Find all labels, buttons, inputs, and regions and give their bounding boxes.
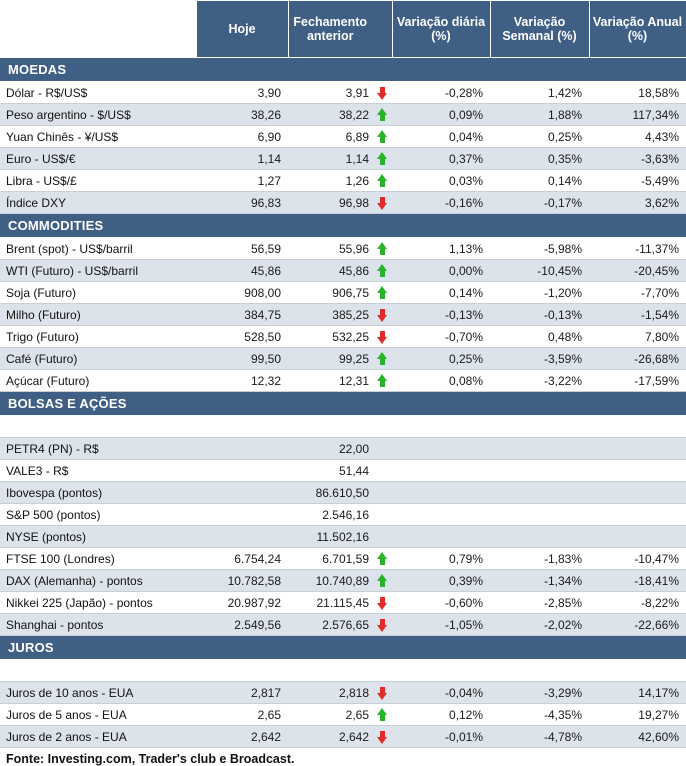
cell-variacao-semanal (490, 460, 589, 482)
cell-variacao-diaria: -0,01% (392, 726, 490, 748)
cell-variacao-anual: 4,43% (589, 126, 686, 148)
table-row (0, 348, 686, 370)
cell-fechamento-anterior: 1,26 (288, 170, 372, 192)
cell-fechamento-anterior: 2,65 (288, 704, 372, 726)
cell-fechamento-anterior: 55,96 (288, 238, 372, 260)
cell-hoje: 20.987,92 (196, 592, 288, 614)
cell-hoje (196, 482, 288, 504)
arrow-none (372, 504, 392, 526)
cell-variacao-anual: 3,62% (589, 192, 686, 214)
table-row (0, 526, 686, 548)
table-row (0, 614, 686, 636)
table-row (0, 704, 686, 726)
header-hoje: Hoje (196, 1, 288, 58)
table-row (0, 282, 686, 304)
arrow-up-icon (372, 704, 392, 726)
table-row (0, 126, 686, 148)
cell-variacao-diaria: 0,09% (392, 104, 490, 126)
arrow-none (372, 460, 392, 482)
cell-variacao-anual: 14,17% (589, 682, 686, 704)
table-row (0, 570, 686, 592)
cell-variacao-semanal: -1,34% (490, 570, 589, 592)
cell-hoje (196, 504, 288, 526)
cell-fechamento-anterior (288, 416, 372, 438)
cell-variacao-semanal: -3,22% (490, 370, 589, 392)
table-row (0, 726, 686, 748)
table-row (0, 104, 686, 126)
cell-variacao-semanal: -5,98% (490, 238, 589, 260)
cell-variacao-anual (589, 504, 686, 526)
table-row (0, 682, 686, 704)
cell-fechamento-anterior (288, 660, 372, 682)
row-label: Ibovespa (pontos) (0, 482, 196, 504)
table-row (0, 416, 686, 438)
cell-hoje: 1,14 (196, 148, 288, 170)
cell-variacao-semanal: -1,20% (490, 282, 589, 304)
table-row (0, 260, 686, 282)
header-arrow-spacer (372, 1, 392, 58)
row-label: Euro - US$/€ (0, 148, 196, 170)
cell-variacao-anual: -5,49% (589, 170, 686, 192)
row-label: VALE3 - R$ (0, 460, 196, 482)
cell-hoje: 1,27 (196, 170, 288, 192)
cell-fechamento-anterior: 906,75 (288, 282, 372, 304)
arrow-up-icon (372, 570, 392, 592)
cell-fechamento-anterior: 86.610,50 (288, 482, 372, 504)
cell-variacao-anual: -20,45% (589, 260, 686, 282)
table-row (0, 438, 686, 460)
cell-variacao-diaria: 0,00% (392, 260, 490, 282)
cell-variacao-diaria: -0,60% (392, 592, 490, 614)
cell-variacao-anual (589, 416, 686, 438)
row-label: WTI (Futuro) - US$/barril (0, 260, 196, 282)
arrow-none (372, 416, 392, 438)
cell-fechamento-anterior: 51,44 (288, 460, 372, 482)
table-row (0, 148, 686, 170)
arrow-up-icon (372, 548, 392, 570)
cell-variacao-semanal: 0,35% (490, 148, 589, 170)
cell-fechamento-anterior: 1,14 (288, 148, 372, 170)
cell-variacao-diaria (392, 460, 490, 482)
cell-hoje: 12,32 (196, 370, 288, 392)
arrow-down-icon (372, 304, 392, 326)
cell-variacao-diaria: -1,05% (392, 614, 490, 636)
cell-variacao-anual: -18,41% (589, 570, 686, 592)
arrow-none (372, 482, 392, 504)
section-title: BOLSAS E AÇÕES (0, 392, 686, 416)
arrow-down-icon (372, 592, 392, 614)
cell-variacao-anual (589, 660, 686, 682)
arrow-up-icon (372, 170, 392, 192)
row-label: Índice DXY (0, 192, 196, 214)
cell-variacao-diaria: 0,37% (392, 148, 490, 170)
cell-variacao-diaria: 0,14% (392, 282, 490, 304)
source-note: Fonte: Investing.com, Trader's club e Broadcast. (0, 748, 686, 766)
cell-variacao-anual: -22,66% (589, 614, 686, 636)
cell-variacao-anual (589, 526, 686, 548)
cell-hoje (196, 438, 288, 460)
cell-hoje: 908,00 (196, 282, 288, 304)
cell-variacao-semanal: -3,59% (490, 348, 589, 370)
table-row (0, 370, 686, 392)
table-row (0, 170, 686, 192)
cell-fechamento-anterior: 11.502,16 (288, 526, 372, 548)
row-label: Shanghai - pontos (0, 614, 196, 636)
section-title: MOEDAS (0, 58, 686, 82)
arrow-none (372, 438, 392, 460)
cell-variacao-semanal: -1,83% (490, 548, 589, 570)
cell-variacao-semanal: 0,25% (490, 126, 589, 148)
cell-variacao-semanal (490, 504, 589, 526)
header-blank-cell (0, 1, 196, 58)
row-label: Dólar - R$/US$ (0, 82, 196, 104)
cell-variacao-anual: -3,63% (589, 148, 686, 170)
cell-fechamento-anterior: 21.115,45 (288, 592, 372, 614)
cell-hoje: 528,50 (196, 326, 288, 348)
cell-fechamento-anterior: 45,86 (288, 260, 372, 282)
cell-fechamento-anterior: 2,642 (288, 726, 372, 748)
cell-hoje: 38,26 (196, 104, 288, 126)
cell-variacao-diaria: -0,13% (392, 304, 490, 326)
cell-variacao-diaria: -0,28% (392, 82, 490, 104)
row-label: PETR4 (PN) - R$ (0, 438, 196, 460)
cell-variacao-diaria: 1,13% (392, 238, 490, 260)
row-label (0, 416, 196, 438)
cell-fechamento-anterior: 2,818 (288, 682, 372, 704)
cell-variacao-diaria (392, 482, 490, 504)
cell-hoje: 96,83 (196, 192, 288, 214)
cell-hoje: 6.754,24 (196, 548, 288, 570)
row-label: FTSE 100 (Londres) (0, 548, 196, 570)
arrow-up-icon (372, 370, 392, 392)
row-label: DAX (Alemanha) - pontos (0, 570, 196, 592)
table-row (0, 482, 686, 504)
cell-hoje: 2,642 (196, 726, 288, 748)
table-row (0, 82, 686, 104)
cell-variacao-semanal: -0,13% (490, 304, 589, 326)
cell-variacao-semanal (490, 482, 589, 504)
section-title: COMMODITIES (0, 214, 686, 238)
cell-variacao-diaria (392, 504, 490, 526)
arrow-down-icon (372, 326, 392, 348)
cell-hoje: 6,90 (196, 126, 288, 148)
header-fechamento-anterior: Fechamento anterior (288, 1, 372, 58)
row-label: S&P 500 (pontos) (0, 504, 196, 526)
cell-fechamento-anterior: 3,91 (288, 82, 372, 104)
row-label: Yuan Chinês - ¥/US$ (0, 126, 196, 148)
cell-fechamento-anterior: 6,89 (288, 126, 372, 148)
cell-fechamento-anterior: 6.701,59 (288, 548, 372, 570)
cell-fechamento-anterior: 2.546,16 (288, 504, 372, 526)
cell-variacao-anual: 42,60% (589, 726, 686, 748)
arrow-up-icon (372, 148, 392, 170)
cell-variacao-semanal: 0,14% (490, 170, 589, 192)
table-header (0, 1, 686, 58)
cell-variacao-diaria: 0,03% (392, 170, 490, 192)
cell-variacao-diaria (392, 438, 490, 460)
cell-hoje: 2,65 (196, 704, 288, 726)
cell-variacao-anual: -8,22% (589, 592, 686, 614)
table-row (0, 548, 686, 570)
cell-variacao-diaria: 0,25% (392, 348, 490, 370)
cell-variacao-diaria: 0,12% (392, 704, 490, 726)
cell-variacao-anual: 19,27% (589, 704, 686, 726)
cell-fechamento-anterior: 22,00 (288, 438, 372, 460)
cell-variacao-semanal: 0,48% (490, 326, 589, 348)
arrow-none (372, 526, 392, 548)
cell-hoje: 99,50 (196, 348, 288, 370)
cell-variacao-diaria (392, 416, 490, 438)
cell-fechamento-anterior: 2.576,65 (288, 614, 372, 636)
cell-fechamento-anterior: 532,25 (288, 326, 372, 348)
table-row (0, 504, 686, 526)
table-row (0, 326, 686, 348)
cell-fechamento-anterior: 96,98 (288, 192, 372, 214)
cell-variacao-anual: -1,54% (589, 304, 686, 326)
cell-hoje: 3,90 (196, 82, 288, 104)
table-row (0, 238, 686, 260)
row-label: Milho (Futuro) (0, 304, 196, 326)
cell-variacao-semanal: -2,02% (490, 614, 589, 636)
cell-variacao-semanal (490, 416, 589, 438)
cell-hoje (196, 416, 288, 438)
cell-variacao-semanal: -10,45% (490, 260, 589, 282)
arrow-up-icon (372, 104, 392, 126)
cell-fechamento-anterior: 99,25 (288, 348, 372, 370)
cell-variacao-anual: 7,80% (589, 326, 686, 348)
cell-variacao-diaria (392, 660, 490, 682)
cell-variacao-diaria: 0,08% (392, 370, 490, 392)
cell-variacao-semanal: -4,35% (490, 704, 589, 726)
cell-hoje (196, 460, 288, 482)
row-label: NYSE (pontos) (0, 526, 196, 548)
cell-variacao-semanal (490, 438, 589, 460)
arrow-down-icon (372, 682, 392, 704)
cell-variacao-semanal (490, 660, 589, 682)
section-header-row (0, 58, 686, 82)
cell-variacao-anual: 117,34% (589, 104, 686, 126)
cell-variacao-diaria: -0,70% (392, 326, 490, 348)
row-label: Açúcar (Futuro) (0, 370, 196, 392)
cell-variacao-semanal: -3,29% (490, 682, 589, 704)
arrow-down-icon (372, 614, 392, 636)
section-header-row (0, 214, 686, 238)
cell-hoje: 384,75 (196, 304, 288, 326)
arrow-up-icon (372, 238, 392, 260)
cell-hoje: 2,817 (196, 682, 288, 704)
cell-variacao-anual: -10,47% (589, 548, 686, 570)
cell-variacao-semanal: -4,78% (490, 726, 589, 748)
row-label: Brent (spot) - US$/barril (0, 238, 196, 260)
cell-variacao-anual: -11,37% (589, 238, 686, 260)
cell-variacao-diaria: -0,16% (392, 192, 490, 214)
cell-variacao-diaria: 0,39% (392, 570, 490, 592)
table-row (0, 592, 686, 614)
row-label: Trigo (Futuro) (0, 326, 196, 348)
cell-variacao-anual: 18,58% (589, 82, 686, 104)
cell-hoje: 2.549,56 (196, 614, 288, 636)
header-variacao-anual: Variação Anual (%) (589, 1, 686, 58)
row-label: Café (Futuro) (0, 348, 196, 370)
cell-variacao-anual (589, 438, 686, 460)
cell-variacao-diaria: 0,04% (392, 126, 490, 148)
cell-fechamento-anterior: 12,31 (288, 370, 372, 392)
row-label: Soja (Futuro) (0, 282, 196, 304)
cell-hoje (196, 660, 288, 682)
cell-fechamento-anterior: 38,22 (288, 104, 372, 126)
cell-fechamento-anterior: 385,25 (288, 304, 372, 326)
row-label: Juros de 5 anos - EUA (0, 704, 196, 726)
cell-variacao-anual: -7,70% (589, 282, 686, 304)
cell-hoje (196, 526, 288, 548)
cell-variacao-diaria: 0,79% (392, 548, 490, 570)
table-body (0, 58, 686, 748)
table-row (0, 192, 686, 214)
table-row (0, 460, 686, 482)
arrow-up-icon (372, 260, 392, 282)
row-label (0, 660, 196, 682)
cell-variacao-anual: -17,59% (589, 370, 686, 392)
arrow-down-icon (372, 82, 392, 104)
cell-variacao-diaria (392, 526, 490, 548)
section-header-row (0, 392, 686, 416)
row-label: Juros de 10 anos - EUA (0, 682, 196, 704)
table-row (0, 304, 686, 326)
cell-hoje: 56,59 (196, 238, 288, 260)
cell-variacao-anual: -26,68% (589, 348, 686, 370)
section-header-row (0, 636, 686, 660)
arrow-down-icon (372, 726, 392, 748)
row-label: Nikkei 225 (Japão) - pontos (0, 592, 196, 614)
cell-variacao-semanal: 1,42% (490, 82, 589, 104)
table-row (0, 660, 686, 682)
cell-hoje: 45,86 (196, 260, 288, 282)
row-label: Libra - US$/£ (0, 170, 196, 192)
row-label: Juros de 2 anos - EUA (0, 726, 196, 748)
cell-variacao-anual (589, 460, 686, 482)
arrow-up-icon (372, 282, 392, 304)
cell-variacao-semanal: 1,88% (490, 104, 589, 126)
row-label: Peso argentino - $/US$ (0, 104, 196, 126)
cell-hoje: 10.782,58 (196, 570, 288, 592)
section-title: JUROS (0, 636, 686, 660)
cell-variacao-anual (589, 482, 686, 504)
arrow-down-icon (372, 192, 392, 214)
cell-variacao-semanal: -2,85% (490, 592, 589, 614)
arrow-up-icon (372, 348, 392, 370)
header-variacao-semanal: Variação Semanal (%) (490, 1, 589, 58)
arrow-none (372, 660, 392, 682)
arrow-up-icon (372, 126, 392, 148)
header-variacao-diaria: Variação diária (%) (392, 1, 490, 58)
cell-variacao-diaria: -0,04% (392, 682, 490, 704)
cell-fechamento-anterior: 10.740,89 (288, 570, 372, 592)
cell-variacao-semanal (490, 526, 589, 548)
cell-variacao-semanal: -0,17% (490, 192, 589, 214)
